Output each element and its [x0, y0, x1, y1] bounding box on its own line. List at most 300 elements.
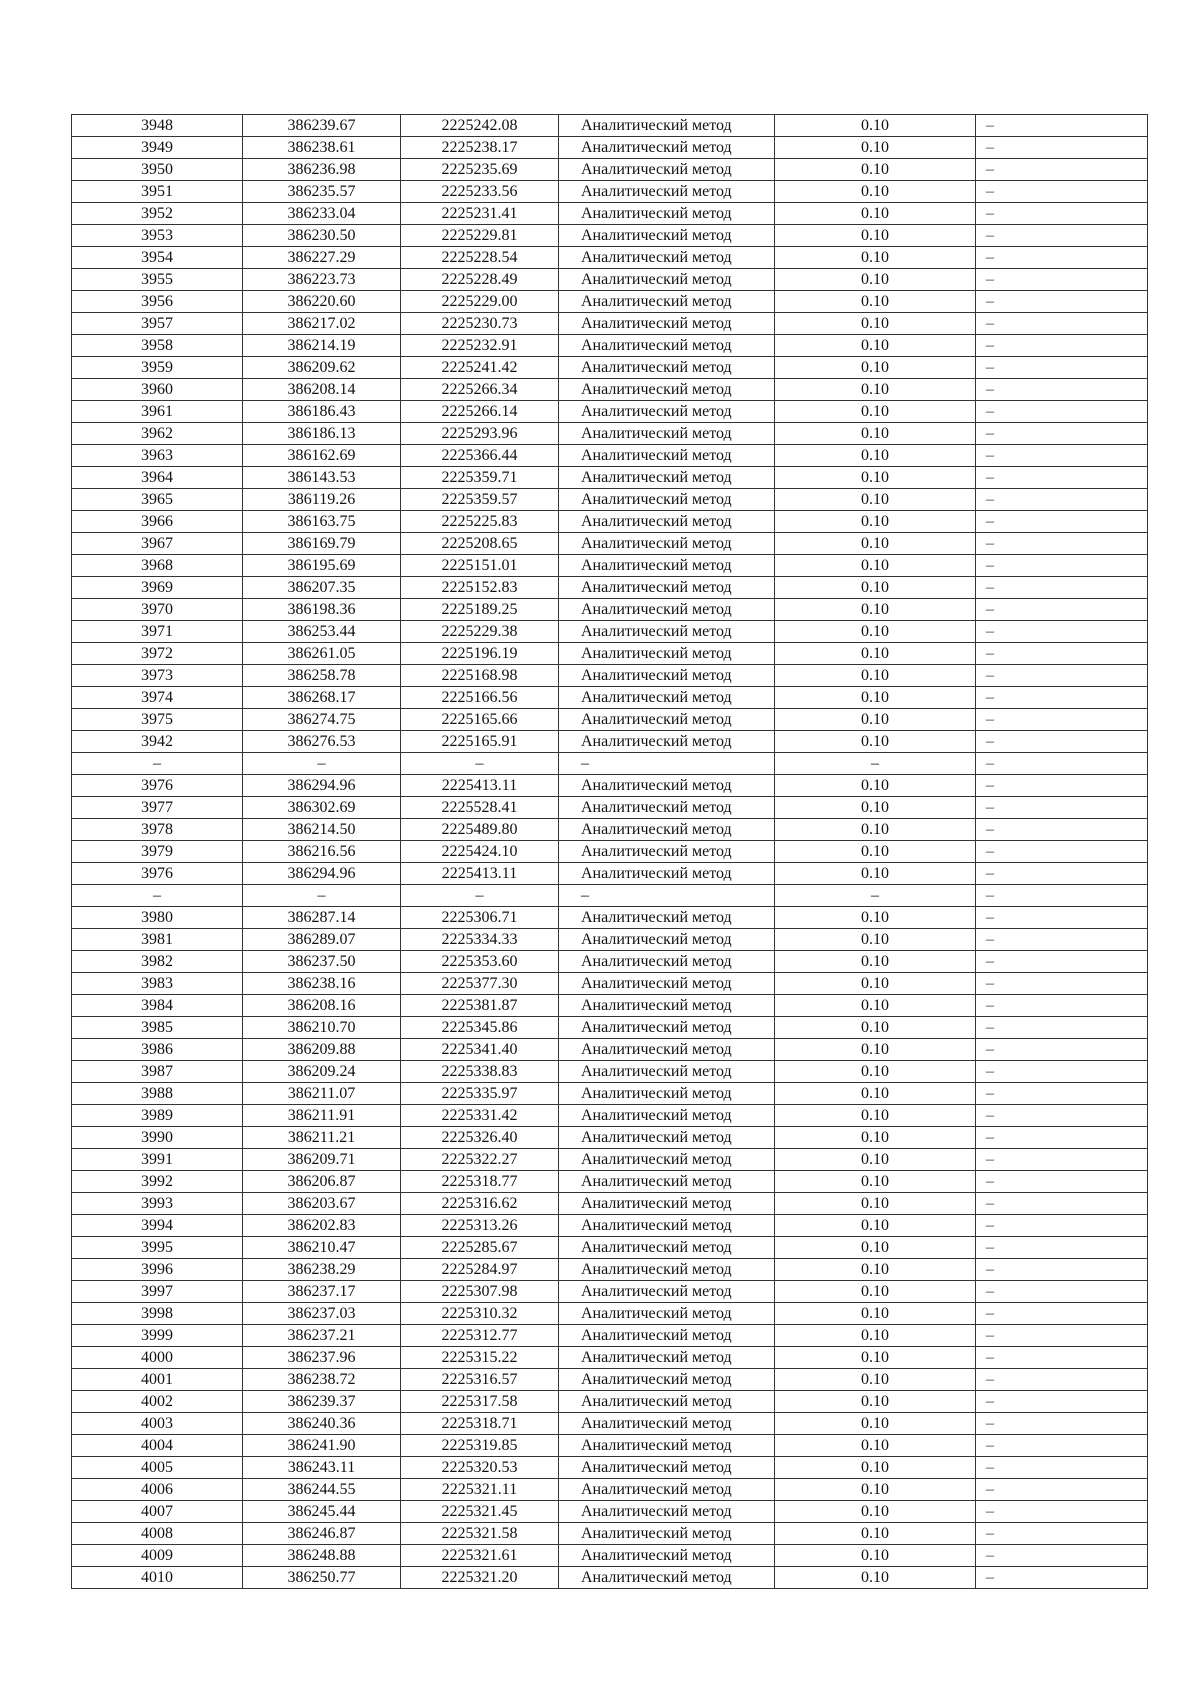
table-body: [72, 115, 1148, 1589]
y-coordinate-cell: 2225321.20: [401, 1567, 559, 1589]
x-coordinate-cell: 386294.96: [243, 863, 401, 885]
y-coordinate-cell: 2225228.49: [401, 269, 559, 291]
x-coordinate-cell: 386248.88: [243, 1545, 401, 1567]
point-number-cell: 3983: [72, 973, 243, 995]
x-coordinate-cell: 386287.14: [243, 907, 401, 929]
method-cell: Аналитический метод: [559, 951, 775, 973]
x-coordinate-cell: 386163.75: [243, 511, 401, 533]
table-row: [72, 1127, 1148, 1149]
table-row: [72, 1171, 1148, 1193]
table-row: [72, 313, 1148, 335]
table-row: [72, 137, 1148, 159]
x-coordinate-cell: 386217.02: [243, 313, 401, 335]
y-coordinate-cell: 2225338.83: [401, 1061, 559, 1083]
point-number-cell: 3977: [72, 797, 243, 819]
note-cell: –: [976, 401, 1148, 423]
method-cell: Аналитический метод: [559, 731, 775, 753]
y-coordinate-cell: 2225266.14: [401, 401, 559, 423]
method-cell: Аналитический метод: [559, 841, 775, 863]
method-cell: Аналитический метод: [559, 1391, 775, 1413]
x-coordinate-cell: 386119.26: [243, 489, 401, 511]
table-row: [72, 599, 1148, 621]
accuracy-cell: 0.10: [775, 929, 976, 951]
x-coordinate-cell: 386208.14: [243, 379, 401, 401]
table-row: [72, 1303, 1148, 1325]
note-cell: –: [976, 929, 1148, 951]
method-cell: Аналитический метод: [559, 1215, 775, 1237]
y-coordinate-cell: 2225189.25: [401, 599, 559, 621]
note-cell: –: [976, 1567, 1148, 1589]
accuracy-cell: 0.10: [775, 1369, 976, 1391]
note-cell: –: [976, 291, 1148, 313]
note-cell: –: [976, 1501, 1148, 1523]
note-cell: –: [976, 1083, 1148, 1105]
coordinates-table-page: [71, 114, 1147, 1589]
accuracy-cell: –: [775, 885, 976, 907]
table-row: [72, 1457, 1148, 1479]
accuracy-cell: 0.10: [775, 181, 976, 203]
y-coordinate-cell: 2225318.77: [401, 1171, 559, 1193]
x-coordinate-cell: –: [243, 885, 401, 907]
table-row: [72, 1215, 1148, 1237]
table-row: [72, 665, 1148, 687]
y-coordinate-cell: 2225310.32: [401, 1303, 559, 1325]
table-row: [72, 445, 1148, 467]
accuracy-cell: 0.10: [775, 687, 976, 709]
y-coordinate-cell: 2225413.11: [401, 775, 559, 797]
method-cell: Аналитический метод: [559, 1193, 775, 1215]
point-number-cell: 3962: [72, 423, 243, 445]
table-row: [72, 621, 1148, 643]
point-number-cell: 3961: [72, 401, 243, 423]
accuracy-cell: 0.10: [775, 1237, 976, 1259]
accuracy-cell: 0.10: [775, 115, 976, 137]
table-row: [72, 775, 1148, 797]
y-coordinate-cell: 2225321.45: [401, 1501, 559, 1523]
method-cell: Аналитический метод: [559, 1171, 775, 1193]
y-coordinate-cell: 2225266.34: [401, 379, 559, 401]
accuracy-cell: 0.10: [775, 841, 976, 863]
method-cell: Аналитический метод: [559, 1325, 775, 1347]
accuracy-cell: 0.10: [775, 1347, 976, 1369]
accuracy-cell: 0.10: [775, 1523, 976, 1545]
accuracy-cell: –: [775, 753, 976, 775]
table-row: [72, 929, 1148, 951]
x-coordinate-cell: 386203.67: [243, 1193, 401, 1215]
note-cell: –: [976, 1215, 1148, 1237]
y-coordinate-cell: 2225366.44: [401, 445, 559, 467]
x-coordinate-cell: 386258.78: [243, 665, 401, 687]
point-number-cell: 4003: [72, 1413, 243, 1435]
accuracy-cell: 0.10: [775, 907, 976, 929]
accuracy-cell: 0.10: [775, 203, 976, 225]
x-coordinate-cell: 386162.69: [243, 445, 401, 467]
accuracy-cell: 0.10: [775, 819, 976, 841]
y-coordinate-cell: 2225313.26: [401, 1215, 559, 1237]
x-coordinate-cell: 386208.16: [243, 995, 401, 1017]
note-cell: –: [976, 643, 1148, 665]
accuracy-cell: 0.10: [775, 775, 976, 797]
accuracy-cell: 0.10: [775, 1061, 976, 1083]
accuracy-cell: 0.10: [775, 511, 976, 533]
point-number-cell: 3997: [72, 1281, 243, 1303]
x-coordinate-cell: 386274.75: [243, 709, 401, 731]
note-cell: –: [976, 115, 1148, 137]
accuracy-cell: 0.10: [775, 1303, 976, 1325]
y-coordinate-cell: 2225152.83: [401, 577, 559, 599]
point-number-cell: –: [72, 753, 243, 775]
y-coordinate-cell: 2225229.38: [401, 621, 559, 643]
accuracy-cell: 0.10: [775, 445, 976, 467]
table-row: [72, 467, 1148, 489]
method-cell: Аналитический метод: [559, 577, 775, 599]
accuracy-cell: 0.10: [775, 379, 976, 401]
method-cell: Аналитический метод: [559, 555, 775, 577]
accuracy-cell: 0.10: [775, 159, 976, 181]
y-coordinate-cell: 2225322.27: [401, 1149, 559, 1171]
method-cell: Аналитический метод: [559, 401, 775, 423]
table-row: [72, 753, 1148, 775]
note-cell: –: [976, 1347, 1148, 1369]
point-number-cell: 3952: [72, 203, 243, 225]
point-number-cell: 3974: [72, 687, 243, 709]
point-number-cell: 4010: [72, 1567, 243, 1589]
y-coordinate-cell: 2225306.71: [401, 907, 559, 929]
point-number-cell: 3982: [72, 951, 243, 973]
note-cell: –: [976, 181, 1148, 203]
x-coordinate-cell: 386238.72: [243, 1369, 401, 1391]
accuracy-cell: 0.10: [775, 357, 976, 379]
accuracy-cell: 0.10: [775, 1567, 976, 1589]
accuracy-cell: 0.10: [775, 1501, 976, 1523]
point-number-cell: 3973: [72, 665, 243, 687]
table-row: [72, 1391, 1148, 1413]
x-coordinate-cell: 386237.50: [243, 951, 401, 973]
accuracy-cell: 0.10: [775, 1171, 976, 1193]
note-cell: –: [976, 1039, 1148, 1061]
method-cell: Аналитический метод: [559, 115, 775, 137]
x-coordinate-cell: 386186.13: [243, 423, 401, 445]
point-number-cell: 3972: [72, 643, 243, 665]
accuracy-cell: 0.10: [775, 291, 976, 313]
method-cell: Аналитический метод: [559, 159, 775, 181]
point-number-cell: 3954: [72, 247, 243, 269]
accuracy-cell: 0.10: [775, 1391, 976, 1413]
note-cell: –: [976, 577, 1148, 599]
x-coordinate-cell: 386241.90: [243, 1435, 401, 1457]
method-cell: Аналитический метод: [559, 181, 775, 203]
note-cell: –: [976, 1259, 1148, 1281]
x-coordinate-cell: 386250.77: [243, 1567, 401, 1589]
y-coordinate-cell: 2225229.00: [401, 291, 559, 313]
accuracy-cell: 0.10: [775, 1105, 976, 1127]
y-coordinate-cell: 2225316.57: [401, 1369, 559, 1391]
accuracy-cell: 0.10: [775, 1017, 976, 1039]
method-cell: Аналитический метод: [559, 247, 775, 269]
method-cell: Аналитический метод: [559, 1127, 775, 1149]
accuracy-cell: 0.10: [775, 1215, 976, 1237]
table-row: [72, 577, 1148, 599]
table-row: [72, 1567, 1148, 1589]
y-coordinate-cell: 2225528.41: [401, 797, 559, 819]
point-number-cell: 3964: [72, 467, 243, 489]
method-cell: Аналитический метод: [559, 665, 775, 687]
method-cell: Аналитический метод: [559, 1083, 775, 1105]
point-number-cell: 3979: [72, 841, 243, 863]
point-number-cell: 3978: [72, 819, 243, 841]
note-cell: –: [976, 137, 1148, 159]
point-number-cell: 3989: [72, 1105, 243, 1127]
y-coordinate-cell: 2225285.67: [401, 1237, 559, 1259]
x-coordinate-cell: 386239.37: [243, 1391, 401, 1413]
x-coordinate-cell: 386237.96: [243, 1347, 401, 1369]
x-coordinate-cell: 386169.79: [243, 533, 401, 555]
accuracy-cell: 0.10: [775, 269, 976, 291]
x-coordinate-cell: 386211.91: [243, 1105, 401, 1127]
point-number-cell: 3956: [72, 291, 243, 313]
accuracy-cell: 0.10: [775, 1083, 976, 1105]
table-row: [72, 885, 1148, 907]
table-row: [72, 1017, 1148, 1039]
y-coordinate-cell: 2225341.40: [401, 1039, 559, 1061]
note-cell: –: [976, 907, 1148, 929]
table-row: [72, 533, 1148, 555]
note-cell: –: [976, 511, 1148, 533]
accuracy-cell: 0.10: [775, 1545, 976, 1567]
method-cell: Аналитический метод: [559, 335, 775, 357]
y-coordinate-cell: 2225353.60: [401, 951, 559, 973]
point-number-cell: 3991: [72, 1149, 243, 1171]
table-row: [72, 1105, 1148, 1127]
accuracy-cell: 0.10: [775, 797, 976, 819]
note-cell: –: [976, 555, 1148, 577]
accuracy-cell: 0.10: [775, 995, 976, 1017]
method-cell: Аналитический метод: [559, 687, 775, 709]
note-cell: –: [976, 1193, 1148, 1215]
point-number-cell: 3980: [72, 907, 243, 929]
note-cell: –: [976, 709, 1148, 731]
point-number-cell: 3988: [72, 1083, 243, 1105]
table-row: [72, 401, 1148, 423]
x-coordinate-cell: 386237.21: [243, 1325, 401, 1347]
table-row: [72, 203, 1148, 225]
accuracy-cell: 0.10: [775, 1325, 976, 1347]
note-cell: –: [976, 731, 1148, 753]
table-row: [72, 555, 1148, 577]
method-cell: Аналитический метод: [559, 379, 775, 401]
point-number-cell: 3948: [72, 115, 243, 137]
point-number-cell: 3969: [72, 577, 243, 599]
accuracy-cell: 0.10: [775, 1479, 976, 1501]
method-cell: Аналитический метод: [559, 1061, 775, 1083]
x-coordinate-cell: 386198.36: [243, 599, 401, 621]
point-number-cell: 3959: [72, 357, 243, 379]
x-coordinate-cell: 386202.83: [243, 1215, 401, 1237]
point-number-cell: 3960: [72, 379, 243, 401]
table-row: [72, 709, 1148, 731]
method-cell: Аналитический метод: [559, 797, 775, 819]
x-coordinate-cell: 386210.70: [243, 1017, 401, 1039]
x-coordinate-cell: 386238.16: [243, 973, 401, 995]
method-cell: Аналитический метод: [559, 1237, 775, 1259]
accuracy-cell: 0.10: [775, 577, 976, 599]
table-row: [72, 973, 1148, 995]
accuracy-cell: 0.10: [775, 313, 976, 335]
y-coordinate-cell: 2225307.98: [401, 1281, 559, 1303]
point-number-cell: 3985: [72, 1017, 243, 1039]
note-cell: –: [976, 247, 1148, 269]
table-row: [72, 1413, 1148, 1435]
accuracy-cell: 0.10: [775, 1149, 976, 1171]
table-row: [72, 731, 1148, 753]
y-coordinate-cell: 2225225.83: [401, 511, 559, 533]
table-row: [72, 357, 1148, 379]
point-number-cell: 3999: [72, 1325, 243, 1347]
y-coordinate-cell: 2225165.66: [401, 709, 559, 731]
table-row: [72, 1259, 1148, 1281]
method-cell: Аналитический метод: [559, 819, 775, 841]
accuracy-cell: 0.10: [775, 599, 976, 621]
x-coordinate-cell: –: [243, 753, 401, 775]
table-row: [72, 1237, 1148, 1259]
x-coordinate-cell: 386253.44: [243, 621, 401, 643]
x-coordinate-cell: 386223.73: [243, 269, 401, 291]
accuracy-cell: 0.10: [775, 225, 976, 247]
method-cell: Аналитический метод: [559, 1281, 775, 1303]
x-coordinate-cell: 386207.35: [243, 577, 401, 599]
point-number-cell: 4007: [72, 1501, 243, 1523]
point-number-cell: 4005: [72, 1457, 243, 1479]
note-cell: –: [976, 1149, 1148, 1171]
y-coordinate-cell: 2225319.85: [401, 1435, 559, 1457]
accuracy-cell: 0.10: [775, 709, 976, 731]
note-cell: –: [976, 1523, 1148, 1545]
x-coordinate-cell: 386209.24: [243, 1061, 401, 1083]
point-number-cell: 3957: [72, 313, 243, 335]
method-cell: Аналитический метод: [559, 203, 775, 225]
table-row: [72, 1501, 1148, 1523]
y-coordinate-cell: 2225229.81: [401, 225, 559, 247]
x-coordinate-cell: 386211.07: [243, 1083, 401, 1105]
note-cell: –: [976, 1435, 1148, 1457]
x-coordinate-cell: 386210.47: [243, 1237, 401, 1259]
note-cell: –: [976, 269, 1148, 291]
y-coordinate-cell: 2225489.80: [401, 819, 559, 841]
x-coordinate-cell: 386214.50: [243, 819, 401, 841]
table-row: [72, 225, 1148, 247]
accuracy-cell: 0.10: [775, 1413, 976, 1435]
point-number-cell: 3953: [72, 225, 243, 247]
point-number-cell: 3998: [72, 1303, 243, 1325]
accuracy-cell: 0.10: [775, 1259, 976, 1281]
point-number-cell: 3995: [72, 1237, 243, 1259]
point-number-cell: 4001: [72, 1369, 243, 1391]
point-number-cell: –: [72, 885, 243, 907]
accuracy-cell: 0.10: [775, 1039, 976, 1061]
point-number-cell: 4004: [72, 1435, 243, 1457]
note-cell: –: [976, 1061, 1148, 1083]
x-coordinate-cell: 386227.29: [243, 247, 401, 269]
method-cell: Аналитический метод: [559, 643, 775, 665]
note-cell: –: [976, 1127, 1148, 1149]
y-coordinate-cell: 2225151.01: [401, 555, 559, 577]
accuracy-cell: 0.10: [775, 335, 976, 357]
x-coordinate-cell: 386209.71: [243, 1149, 401, 1171]
table-row: [72, 159, 1148, 181]
note-cell: –: [976, 1281, 1148, 1303]
coordinates-table: [71, 114, 1148, 1589]
accuracy-cell: 0.10: [775, 1193, 976, 1215]
method-cell: Аналитический метод: [559, 907, 775, 929]
accuracy-cell: 0.10: [775, 643, 976, 665]
x-coordinate-cell: 386236.98: [243, 159, 401, 181]
accuracy-cell: 0.10: [775, 423, 976, 445]
method-cell: Аналитический метод: [559, 357, 775, 379]
method-cell: Аналитический метод: [559, 313, 775, 335]
method-cell: Аналитический метод: [559, 445, 775, 467]
y-coordinate-cell: –: [401, 885, 559, 907]
table-row: [72, 115, 1148, 137]
method-cell: Аналитический метод: [559, 863, 775, 885]
note-cell: –: [976, 1413, 1148, 1435]
table-row: [72, 1545, 1148, 1567]
point-number-cell: 4006: [72, 1479, 243, 1501]
point-number-cell: 3949: [72, 137, 243, 159]
table-row: [72, 1523, 1148, 1545]
note-cell: –: [976, 1545, 1148, 1567]
table-row: [72, 1061, 1148, 1083]
point-number-cell: 3966: [72, 511, 243, 533]
table-row: [72, 643, 1148, 665]
note-cell: –: [976, 621, 1148, 643]
table-row: [72, 489, 1148, 511]
point-number-cell: 3958: [72, 335, 243, 357]
x-coordinate-cell: 386216.56: [243, 841, 401, 863]
method-cell: Аналитический метод: [559, 1369, 775, 1391]
note-cell: –: [976, 445, 1148, 467]
x-coordinate-cell: 386294.96: [243, 775, 401, 797]
point-number-cell: 3967: [72, 533, 243, 555]
y-coordinate-cell: 2225359.71: [401, 467, 559, 489]
y-coordinate-cell: 2225196.19: [401, 643, 559, 665]
point-number-cell: 3968: [72, 555, 243, 577]
method-cell: Аналитический метод: [559, 1479, 775, 1501]
x-coordinate-cell: 386276.53: [243, 731, 401, 753]
table-row: [72, 1281, 1148, 1303]
table-row: [72, 907, 1148, 929]
accuracy-cell: 0.10: [775, 1281, 976, 1303]
point-number-cell: 3963: [72, 445, 243, 467]
method-cell: Аналитический метод: [559, 599, 775, 621]
y-coordinate-cell: 2225293.96: [401, 423, 559, 445]
table-row: [72, 1149, 1148, 1171]
x-coordinate-cell: 386214.19: [243, 335, 401, 357]
table-row: [72, 1083, 1148, 1105]
method-cell: Аналитический метод: [559, 1039, 775, 1061]
method-cell: Аналитический метод: [559, 1259, 775, 1281]
note-cell: –: [976, 687, 1148, 709]
table-row: [72, 1193, 1148, 1215]
method-cell: Аналитический метод: [559, 621, 775, 643]
table-row: [72, 1325, 1148, 1347]
y-coordinate-cell: 2225326.40: [401, 1127, 559, 1149]
note-cell: –: [976, 379, 1148, 401]
note-cell: –: [976, 665, 1148, 687]
note-cell: –: [976, 753, 1148, 775]
method-cell: Аналитический метод: [559, 137, 775, 159]
table-row: [72, 841, 1148, 863]
method-cell: Аналитический метод: [559, 929, 775, 951]
